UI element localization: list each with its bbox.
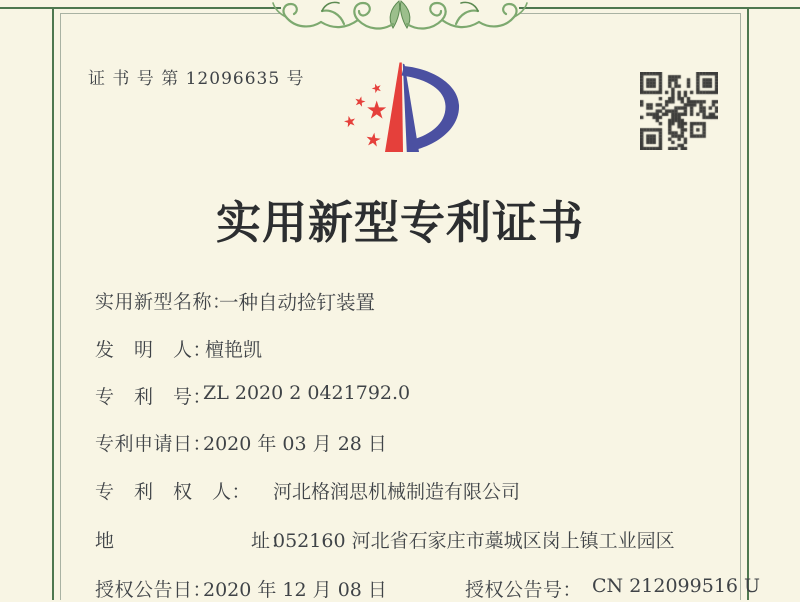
- field-value: ZL 2020 2 0421792.0: [203, 382, 411, 404]
- field-value: 一种自动捡钉装置: [219, 291, 376, 314]
- field-label: 发 明 人：: [95, 339, 213, 361]
- frame-left-inner-line: [60, 13, 61, 600]
- field-value: 052160 河北省石家庄市藁城区岗上镇工业园区: [273, 530, 675, 552]
- field-label-grant-number: 授权公告号：: [465, 579, 583, 601]
- certificate-number: 证 书 号 第 12096635 号: [88, 69, 305, 89]
- qr-code: [640, 72, 718, 150]
- field-value-grant-number: CN 212099516 U: [592, 575, 761, 597]
- field-label: 实用新型名称：: [95, 291, 232, 313]
- field-value: 河北格润思机械制造有限公司: [273, 481, 521, 503]
- field-label-grant-date: 授权公告日：: [95, 579, 213, 601]
- frame-top-inner-line-right: [519, 13, 741, 14]
- field-label: 地 址：: [95, 530, 291, 552]
- frame-right-inner-line: [740, 13, 741, 600]
- field-value: 檀艳凯: [205, 339, 263, 361]
- field-label: 专 利 权 人：: [95, 481, 252, 503]
- field-value: 2020 年 03 月 28 日: [203, 433, 387, 455]
- frame-right-line: [747, 7, 749, 600]
- cnipa-emblem-icon: [338, 56, 468, 156]
- frame-left-line: [52, 7, 54, 600]
- field-value-grant-date: 2020 年 12 月 08 日: [203, 579, 387, 601]
- green-scroll-ornament-icon: [268, 0, 532, 32]
- field-label: 专利申请日：: [95, 433, 213, 455]
- frame-top-inner-line-left: [60, 13, 281, 14]
- frame-top-line-right: [519, 7, 800, 9]
- field-label: 专 利 号：: [95, 386, 213, 408]
- frame-top-line-left: [0, 7, 281, 9]
- page-title: 实用新型专利证书: [215, 196, 584, 249]
